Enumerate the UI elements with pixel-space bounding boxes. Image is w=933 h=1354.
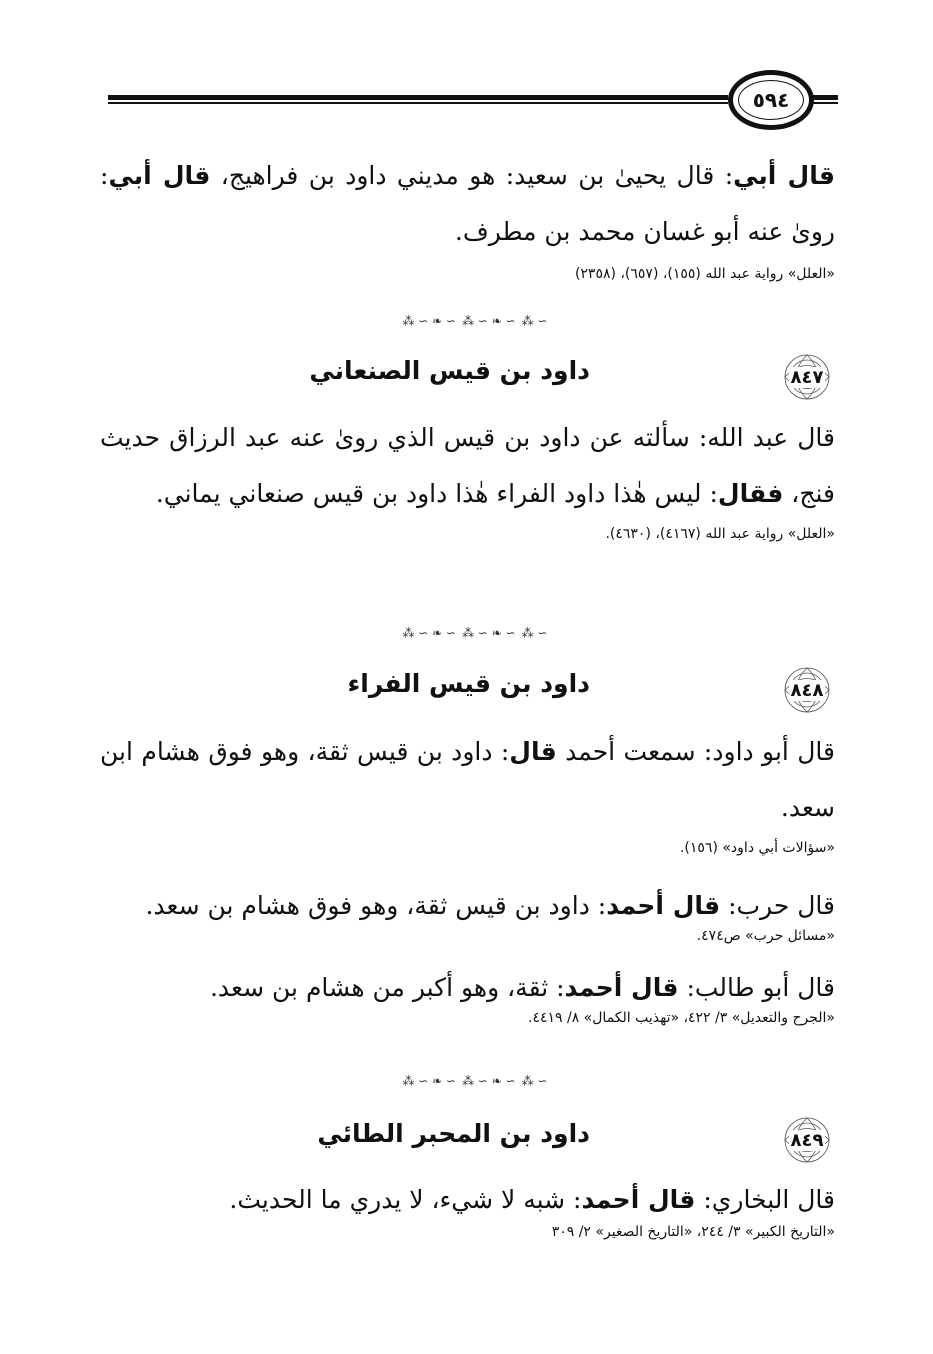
entry-title: داود بن قيس الصنعاني (309, 356, 590, 385)
ornament-medallion-icon (779, 665, 835, 715)
entry-paragraph: قال أبو داود: سمعت أحمد قال: داود بن قيس ثقة، وهو فوق هشام ابن سعد. (100, 737, 835, 822)
entry-source: «التاريخ الكبير» ٣/ ٢٤٤، «التاريخ الصغير» ٢/ ٣٠٩ (551, 1224, 835, 1240)
entry-source: «سؤالات أبي داود» (١٥٦). (679, 840, 835, 856)
entry-paragraph: قال أبو طالب: قال أحمد: ثقة، وهو أكبر من هشام بن سعد. (209, 973, 835, 1002)
entry-847-header (100, 352, 835, 402)
entry-848-header (100, 665, 835, 715)
header-rule-right (812, 95, 838, 105)
header-rule-left (108, 95, 728, 105)
section-divider-2: ⁂ ∽ ❧ ∽ ⁂ ∽ ❧ ∽ ⁂ ∽ (402, 626, 548, 640)
entry-source: «العلل» رواية عبد الله (٤١٦٧)، (٤٦٣٠). (605, 526, 835, 542)
section-divider-1: ⁂ ∽ ❧ ∽ ⁂ ∽ ❧ ∽ ⁂ ∽ (402, 314, 548, 328)
ornament-medallion-icon (779, 352, 835, 402)
entry-number: ٨٤٩ (790, 1129, 824, 1151)
entry-number: ٨٤٨ (790, 679, 824, 701)
page-number-badge (728, 70, 814, 130)
entry-title: داود بن قيس الفراء (347, 669, 590, 698)
ornament-medallion-icon (779, 1115, 835, 1165)
entry-paragraph: قال البخاري: قال أحمد: شبه لا شيء، لا يدري ما الحديث. (229, 1185, 835, 1214)
entry-848-body (100, 724, 835, 1028)
top-source: «العلل» رواية عبد الله (١٥٥)، (٦٥٧)، (٢٣٥٨) (574, 266, 835, 282)
top-section (100, 148, 835, 284)
entry-847-body (100, 410, 835, 544)
entry-source: «الجرح والتعديل» ٣/ ٤٢٢، «تهذيب الكمال» ٨/ ٤٤١٩. (528, 1010, 835, 1026)
page-number: ٥٩٤ (752, 88, 790, 112)
section-divider-3: ⁂ ∽ ❧ ∽ ⁂ ∽ ❧ ∽ ⁂ ∽ (402, 1074, 548, 1088)
entry-title: داود بن المحبر الطائي (317, 1119, 590, 1148)
entry-paragraph: قال عبد الله: سألته عن داود بن قيس الذي رویٰ عنه عبد الرزاق حديث فنج، فقال: ليس هٰذا داود الفراء هٰذا داود بن قيس صنعاني يماني. (100, 423, 835, 508)
entry-source: «مسائل حرب» ص٤٧٤. (696, 928, 835, 944)
entry-849-header (100, 1115, 835, 1165)
top-paragraph: قال أبي: قال يحيىٰ بن سعيد: هو مديني داود بن فراهيج، قال أبي: رویٰ عنه أبو غسان محمد بن مطرف. (100, 161, 836, 246)
entry-number: ٨٤٧ (790, 366, 824, 388)
entry-849-body (100, 1172, 835, 1242)
entry-paragraph: قال حرب: قال أحمد: داود بن قيس ثقة، وهو فوق هشام بن سعد. (145, 891, 835, 920)
